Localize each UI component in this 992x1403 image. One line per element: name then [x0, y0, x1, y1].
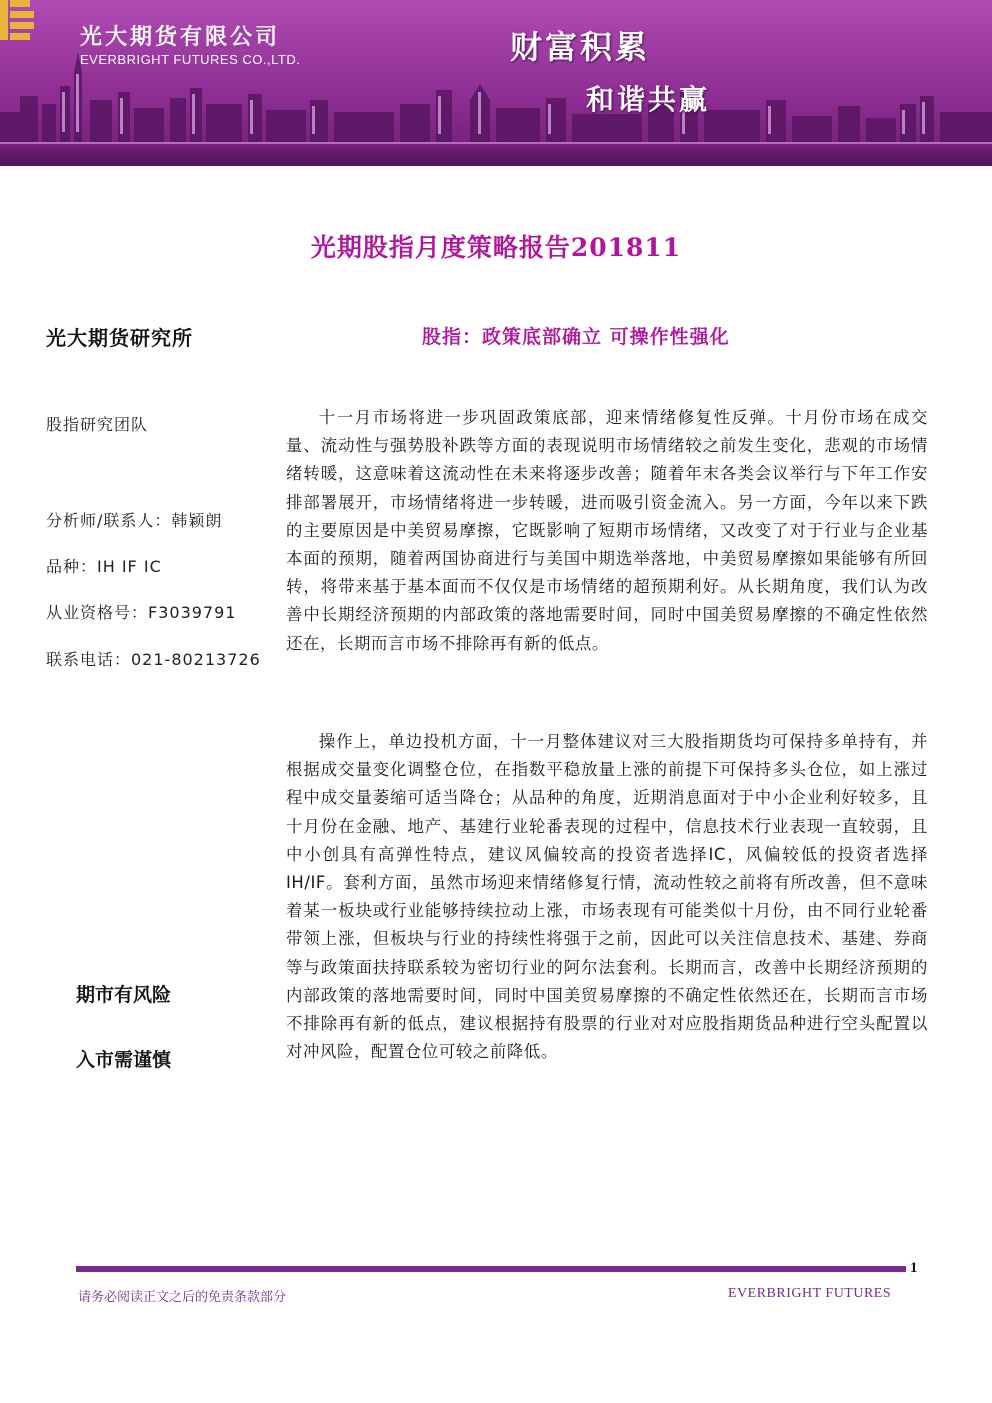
report-title: 光期股指月度策略报告201811	[310, 233, 682, 262]
body-paragraph-2: 操作上，单边投机方面，十一月整体建议对三大股指期货均可保持多单持有，并根据成交量变化调整仓位，在指数平稳放量上涨的前提下可保持多头仓位，如上涨过程中成交量萎缩可适当降仓；从品种的角度，近期消息面对于中小企业利好较多，且十月份在金融、地产、基建行业轮番表现的过程中，信息技术行业表现一直较弱，且中小创具有高弹性特点，建议风偏较高的投资者选择IC，风偏较低的投资者选择IH/IF。套利方面，虽然市场迎来情绪修复行情，流动性较之前将有所改善，但不意味着某一板块或行业能够持续拉动上涨，市场表现有可能类似十月份，由不同行业轮番带领上涨，但板块与行业的持续性将强于之前，因此可以关注信息技术、基建、券商等与政策面扶持联系较为密切行业的阿尔法套利。长期而言，改善中长期经济预期的内部政策的落地需要时间，同时中国美贸易摩擦的不确定性依然还在，长期而言市场不排除再有新的低点，建议根据持有股票的行业对对应股指期货品种进行空头配置以对冲风险，配置仓位可较之前降低。	[286, 732, 928, 1062]
company-name-en: EVERBRIGHT FUTURES CO.,LTD.	[80, 52, 301, 67]
risk-warning-2: 入市需谨慎	[76, 1049, 172, 1071]
report-subtitle: 股指：政策底部确立 可操作性强化	[422, 326, 730, 348]
company-name-cn: 光大期货有限公司	[80, 24, 281, 50]
disclaimer-link: 请务必阅读正文之后的免责条款部分	[78, 1290, 287, 1305]
slogan-line-2: 和谐共赢	[586, 83, 711, 116]
team-name: 股指研究团队	[46, 415, 149, 434]
page-number: 1	[910, 1260, 918, 1276]
footer-divider	[76, 1266, 906, 1272]
institute-name: 光大期货研究所	[46, 326, 193, 350]
header-banner	[0, 0, 992, 166]
slogan-line-1: 财富积累	[510, 28, 651, 66]
footer-brand: EVERBRIGHT FUTURES	[728, 1286, 892, 1301]
body-paragraph-1: 十一月市场将进一步巩固政策底部，迎来情绪修复性反弹。十月份市场在成交量、流动性与强势股补跌等方面的表现说明市场情绪较之前发生变化，悲观的市场情绪转暖，这意味着这流动性在未来将逐步改善；随着年末各类会议举行与下年工作安排部署展开，市场情绪将进一步转暖，进而吸引资金流入。另一方面，今年以来下跌的主要原因是中美贸易摩擦，它既影响了短期市场情绪，又改变了对于行业与企业基本面的预期，随着两国协商进行与美国中期选举落地，中美贸易摩擦如果能够有所回转，将带来基于基本面而不仅仅是市场情绪的超预期利好。从长期角度，我们认为改善中长期经济预期的内部政策的落地需要时间，同时中国美贸易摩擦的不确定性依然还在，长期而言市场不排除再有新的低点。	[286, 408, 928, 653]
everbright-logo-icon	[0, 0, 38, 40]
analyst-contact: 分析师/联系人：韩颖朗	[46, 511, 223, 530]
product-list: 品种：IH IF IC	[46, 557, 162, 576]
contact-phone: 联系电话：021-80213726	[46, 650, 261, 669]
risk-warning-1: 期市有风险	[76, 984, 172, 1006]
license-number: 从业资格号：F3039791	[46, 603, 237, 622]
